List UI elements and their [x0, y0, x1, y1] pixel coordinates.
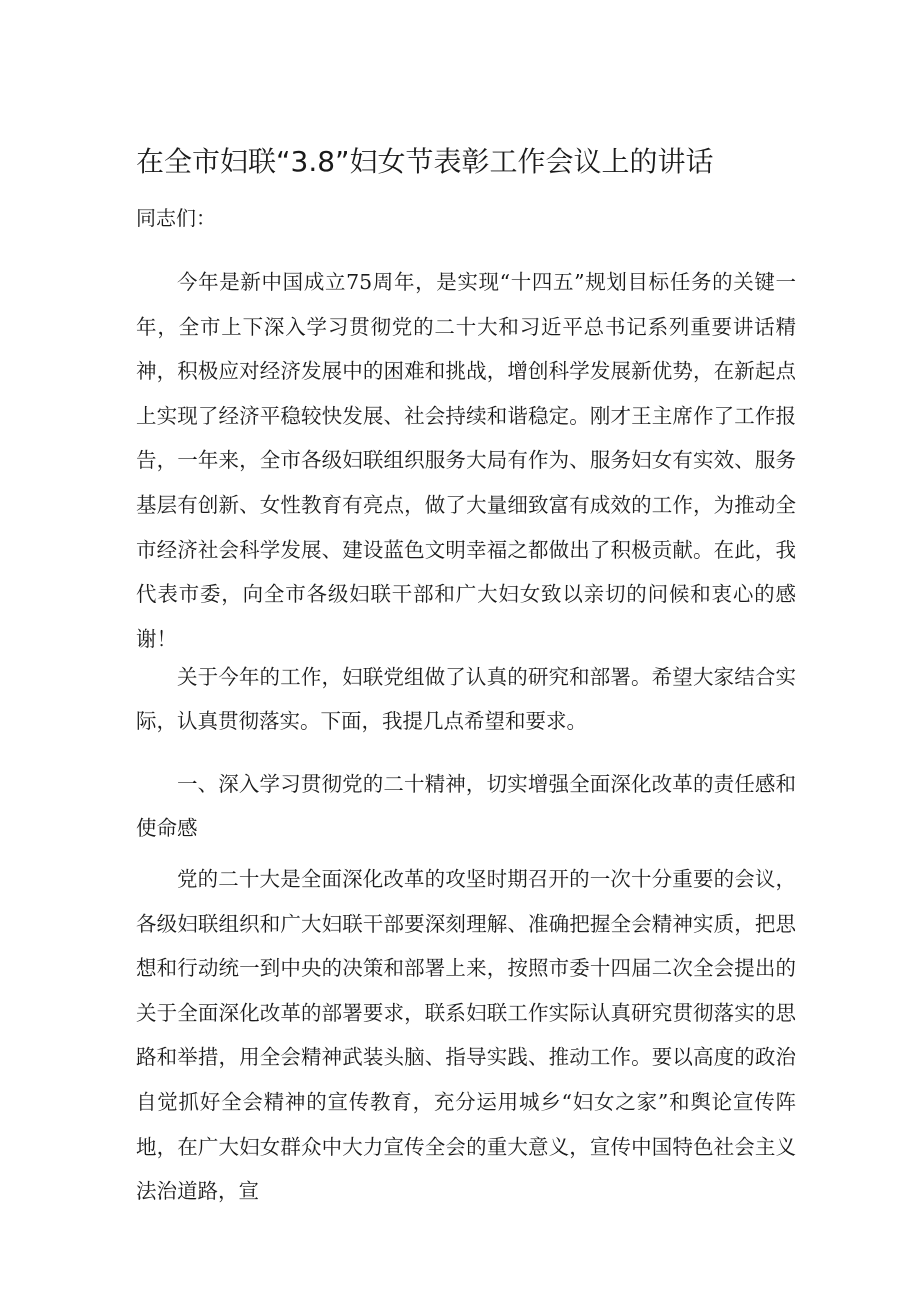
section-heading-one: 一、深入学习贯彻党的二十精神，切实增强全面深化改革的责任感和使命感 — [136, 772, 796, 840]
paragraph-opening: 今年是新中国成立75周年，是实现“十四五”规划目标任务的关键一年，全市上下深入学习贯彻党的二十大和习近平总书记系列重要讲话精神，积极应对经济发展中的困难和挑战，增创科学发展新优势，在新起点上实现了经济平稳较快发展、社会持续和谐稳定。刚才王主席作了工作报告，一年来，全市各级妇联组织服务大局有作为、服务妇女有实效、服务基层有创新、女性教育有亮点，做了大量细致富有成效的工作，为推动全市经济社会科学发展、建设蓝色文明幸福之都做出了积极贡献。在此，我代表市委，向全市各级妇联干部和广大妇女致以亲切的问候和衷心的感谢！ — [136, 270, 796, 651]
document-title: 在全市妇联“3.8”妇女节表彰工作会议上的讲话 — [136, 145, 714, 178]
paragraph-work-deployment: 关于今年的工作，妇联党组做了认真的研究和部署。希望大家结合实际，认真贯彻落实。下面，我提几点希望和要求。 — [136, 665, 796, 733]
paragraph-section-one-body: 党的二十大是全面深化改革的攻坚时期召开的一次十分重要的会议，各级妇联组织和广大妇联干部要深刻理解、准确把握全会精神实质，把思想和行动统一到中央的决策和部署上来，按照市委十四届二次全会提出的关于全面深化改革的部署要求，联系妇联工作实际认真研究贯彻落实的思路和举措，用全会精神武装头脑、指导实践、推动工作。要以高度的政治自觉抓好全会精神的宣传教育，充分运用城乡“妇女之家”和舆论宣传阵地，在广大妇女群众中大力宣传全会的重大意义，宣传中国特色社会主义法治道路，宣 — [136, 867, 796, 1204]
salutation: 同志们： — [136, 206, 216, 230]
